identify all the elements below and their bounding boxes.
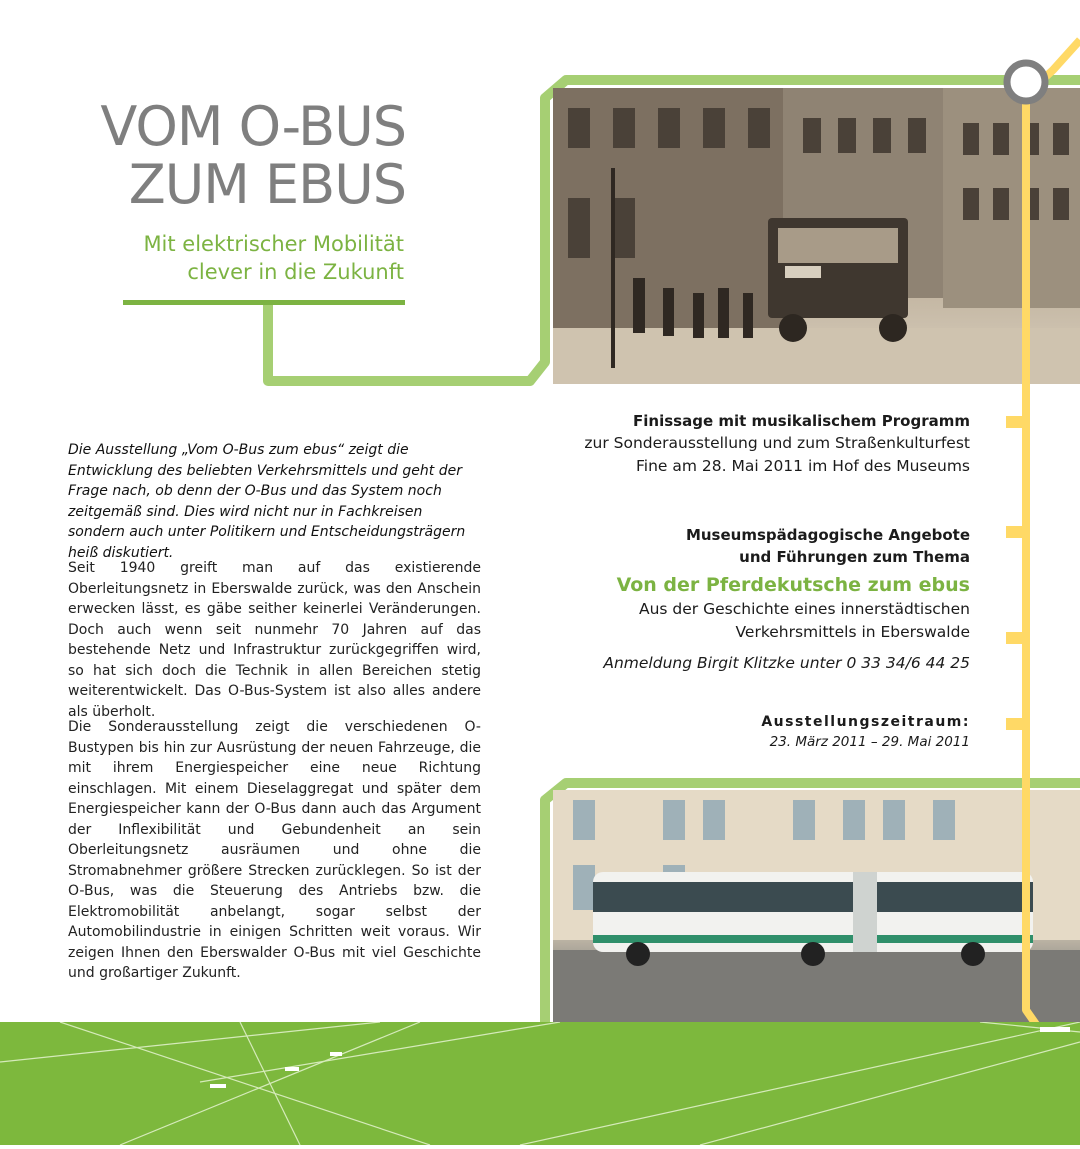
yellow-route-line: [1026, 40, 1080, 1030]
title-line-2: ZUM EBUS: [128, 153, 406, 216]
offers-section: [603, 524, 970, 674]
finissage-line-2: Fine am 28. Mai 2011 im Hof des Museums: [636, 457, 970, 475]
period-label: Ausstellungszeitraum:: [761, 714, 970, 730]
intro-paragraph: Die Ausstellung „Vom O-Bus zum ebus“ zeigt die Entwicklung des beliebten Verkehrsmittels und geht der Frage nach, ob denn der O-Bus und das System noch zeitgemäß sind. Dies wird nicht nur in Fachkreisen sondern auch unter Politikern und Entscheidungsträgern heiß diskutiert.: [68, 442, 466, 561]
body-paragraph-2: Die Sonderausstellung zeigt die verschiedenen O-Bustypen bis hin zur Ausrüstung der neuen Fahrzeuge, die mit ihrem Energiespeicher eine neue Richtung einschlagen. Mit einem Dieselaggregat und später dem Energiespeicher kann der O-Bus dann auch das Argument der Inflexibilität und Gebundenheit an sein Oberleitungsnetz ausräumen und ohne die Stromabnehmer größere Strecken zurücklegen. So ist der O-Bus, was die Steuerung des Antriebs bzw. die Elektromobilität anbelangt, sogar selbst der Automobilindustrie in einigen Schritten weit voraus. Wir zeigen Ihnen den Eberswalder O-Bus mit viel Geschichte und großartiger Zukunft.: [68, 719, 481, 981]
finissage-heading: Finissage mit musikalischem Programm: [633, 412, 970, 430]
route-stop-marker-4: [1006, 718, 1024, 730]
offers-line-2: Verkehrsmittels in Eberswalde: [735, 623, 970, 641]
finissage-section: [584, 410, 970, 478]
route-terminus-ring: [1007, 63, 1045, 101]
offers-registration: Anmeldung Birgit Klitzke unter 0 33 34/6 44 25: [603, 654, 970, 672]
offers-feature-title: Von der Pferdekutsche zum ebus: [616, 574, 970, 596]
title-line-1: VOM O-BUS: [100, 95, 406, 158]
offers-heading-line-2: und Führungen zum Thema: [739, 548, 970, 566]
subtitle-line-2: clever in die Zukunft: [187, 260, 404, 284]
route-stop-marker-1: [1006, 416, 1024, 428]
footer-band: [0, 1022, 1080, 1145]
period-dates: 23. März 2011 – 29. Mai 2011: [769, 734, 970, 750]
finissage-line-1: zur Sonderausstellung und zum Straßenkulturfest: [584, 434, 970, 452]
offers-heading-line-1: Museumspädagogische Angebote: [685, 526, 970, 544]
route-stop-marker-3: [1006, 632, 1024, 644]
body-paragraph-1: Seit 1940 greift man auf das existierende Oberleitungsnetz in Eberswalde zurück, was den Anschein erwecken lässt, es gäbe seither keinerlei Veränderungen. Doch auch wenn seit nunmehr 70 Jahren auf das bestehende Netz und Infrastruktur zurückgegriffen wird, so hat sich doch die Technik in allen Bereichen stetig weiterentwickelt. Das O-Bus-System ist also alles andere als überholt.: [68, 560, 481, 720]
exhibition-period: [761, 714, 970, 750]
subtitle-line-1: Mit elektrischer Mobilität: [143, 232, 404, 256]
overhead-wires-illustration: [0, 1022, 1080, 1145]
offers-line-1: Aus der Geschichte eines innerstädtischen: [639, 600, 970, 618]
route-stop-marker-2: [1006, 526, 1024, 538]
